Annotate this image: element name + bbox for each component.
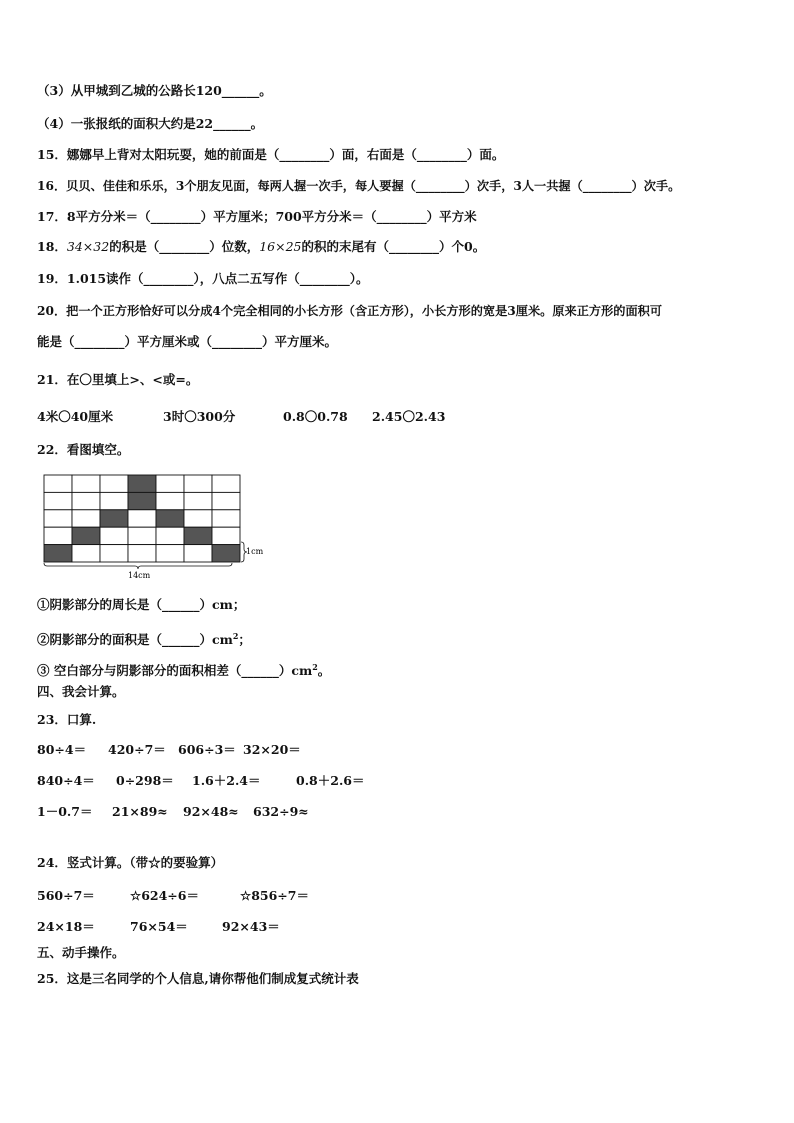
question-22: 22．看图填空。: [37, 442, 130, 457]
q23-r2-c1: 840÷4＝: [37, 773, 95, 788]
q23-r3-c2: 21×89≈: [112, 804, 168, 819]
q24-r2-c2: 76×54＝: [130, 919, 188, 934]
grid-cell: [156, 475, 184, 492]
grid-cell: [72, 545, 100, 562]
question-23: 23．口算.: [37, 712, 97, 727]
grid-svg: [40, 472, 280, 580]
q18-prefix: 18．: [37, 239, 67, 254]
grid-cell: [184, 492, 212, 509]
shaded-cell: [44, 545, 72, 562]
question-19: 19．1.015读作（________），八点二五写作（________）。: [37, 271, 369, 286]
q22-part2: [37, 627, 251, 649]
q23-r1-c1: 80÷4＝: [37, 742, 87, 757]
shaded-cell: [212, 545, 240, 562]
width-brace: [44, 563, 232, 569]
question-21: 21．在〇里填上>、<或=。: [37, 372, 199, 387]
q18-mid: 的积是（________）位数，: [109, 239, 260, 254]
q23-r1-c3: 606÷3＝: [178, 742, 236, 757]
grid-cell: [184, 510, 212, 527]
q23-r2-c3: 1.6＋2.4＝: [192, 773, 261, 788]
shaded-cell: [100, 510, 128, 527]
grid-cell: [156, 545, 184, 562]
grid-cell: [44, 475, 72, 492]
grid-cell: [156, 492, 184, 509]
q24-r1-c1: 560÷7＝: [37, 888, 95, 903]
q22-part2-end: ；: [238, 632, 251, 648]
q14-part3: （3）从甲城到乙城的公路长120______。: [37, 83, 272, 98]
shaded-cell: [72, 527, 100, 544]
q23-r2-c4: 0.8＋2.6＝: [296, 773, 365, 788]
question-16: 16．贝贝、佳佳和乐乐，3个朋友见面，每两人握一次手，每人要握（________）次手，3人一共握（________）次手。: [37, 179, 681, 193]
grid-cell: [100, 492, 128, 509]
grid-cells: [44, 475, 240, 562]
q23-r1-c2: 420÷7＝: [108, 742, 166, 757]
q22-part2-text: ②阴影部分的面积是（______）cm: [37, 632, 233, 648]
q24-r2-c1: 24×18＝: [37, 919, 95, 934]
q22-part3: [37, 658, 330, 680]
q21-item-4: 2.45〇2.43: [372, 409, 446, 424]
q21-item-1: 4米〇40厘米: [37, 409, 114, 424]
shaded-grid-figure: [40, 472, 280, 584]
grid-cell: [184, 545, 212, 562]
grid-cell: [100, 475, 128, 492]
q18-expr-1: 34×32: [66, 239, 110, 254]
q18-expr-2: 16×25: [259, 239, 302, 254]
question-20-line2: 能是（________）平方厘米或（________）平方厘米。: [37, 334, 338, 349]
q22-part3-text: ③ 空白部分与阴影部分的面积相差（______）cm: [37, 663, 313, 679]
question-17: 17．8平方分米＝（________）平方厘米；700平方分米＝（________）平方米: [37, 209, 477, 224]
q14-part4: （4）一张报纸的面积大约是22______。: [37, 116, 264, 131]
grid-cell: [44, 492, 72, 509]
grid-cell: [100, 545, 128, 562]
q23-r1-c4: 32×20＝: [243, 742, 301, 757]
shaded-cell: [184, 527, 212, 544]
grid-cell: [212, 475, 240, 492]
grid-cell: [44, 510, 72, 527]
question-20-line1: 20．把一个正方形恰好可以分成4个完全相同的小长方形（含正方形），小长方形的宽是3厘米。原来正方形的面积可: [37, 304, 663, 318]
q23-r3-c4: 632÷9≈: [253, 804, 309, 819]
q18-suffix: 的积的末尾有（________）个0。: [301, 239, 486, 254]
shaded-cell: [156, 510, 184, 527]
q24-r2-c3: 92×43＝: [222, 919, 280, 934]
section-4-heading: 四、我会计算。: [37, 684, 125, 699]
height-label: 1cm: [246, 547, 264, 556]
grid-cell: [44, 527, 72, 544]
grid-cell: [212, 510, 240, 527]
grid-cell: [212, 492, 240, 509]
grid-cell: [128, 527, 156, 544]
grid-cell: [128, 510, 156, 527]
grid-cell: [212, 527, 240, 544]
q24-r1-c2: ☆624÷6＝: [130, 888, 199, 903]
grid-cell: [100, 527, 128, 544]
q22-part3-sup: 2: [312, 662, 318, 672]
shaded-cell: [128, 475, 156, 492]
width-label: 14cm: [128, 571, 151, 580]
grid-cell: [184, 475, 212, 492]
question-18: [37, 238, 485, 256]
question-15: 15．娜娜早上背对太阳玩耍，她的前面是（________）面，右面是（________）面。: [37, 147, 505, 162]
grid-cell: [72, 475, 100, 492]
grid-cell: [128, 545, 156, 562]
question-24: 24．竖式计算。（带☆的要验算）: [37, 855, 224, 870]
q24-r1-c3: ☆856÷7＝: [240, 888, 309, 903]
q21-item-2: 3时〇300分: [163, 409, 236, 424]
q21-item-3: 0.8〇0.78: [283, 409, 348, 424]
question-25: 25．这是三名同学的个人信息,请你帮他们制成复式统计表: [37, 971, 359, 986]
q22-part3-end: 。: [317, 663, 331, 679]
q22-part1: ①阴影部分的周长是（______）cm；: [37, 597, 246, 612]
q22-part2-sup: 2: [232, 631, 239, 641]
shaded-cell: [128, 492, 156, 509]
q23-r3-c3: 92×48≈: [183, 804, 239, 819]
q23-r2-c2: 0÷298＝: [116, 773, 174, 788]
section-5-heading: 五、动手操作。: [37, 945, 125, 960]
grid-cell: [72, 492, 100, 509]
q23-r3-c1: 1－0.7＝: [37, 804, 93, 819]
grid-cell: [156, 527, 184, 544]
grid-cell: [72, 510, 100, 527]
